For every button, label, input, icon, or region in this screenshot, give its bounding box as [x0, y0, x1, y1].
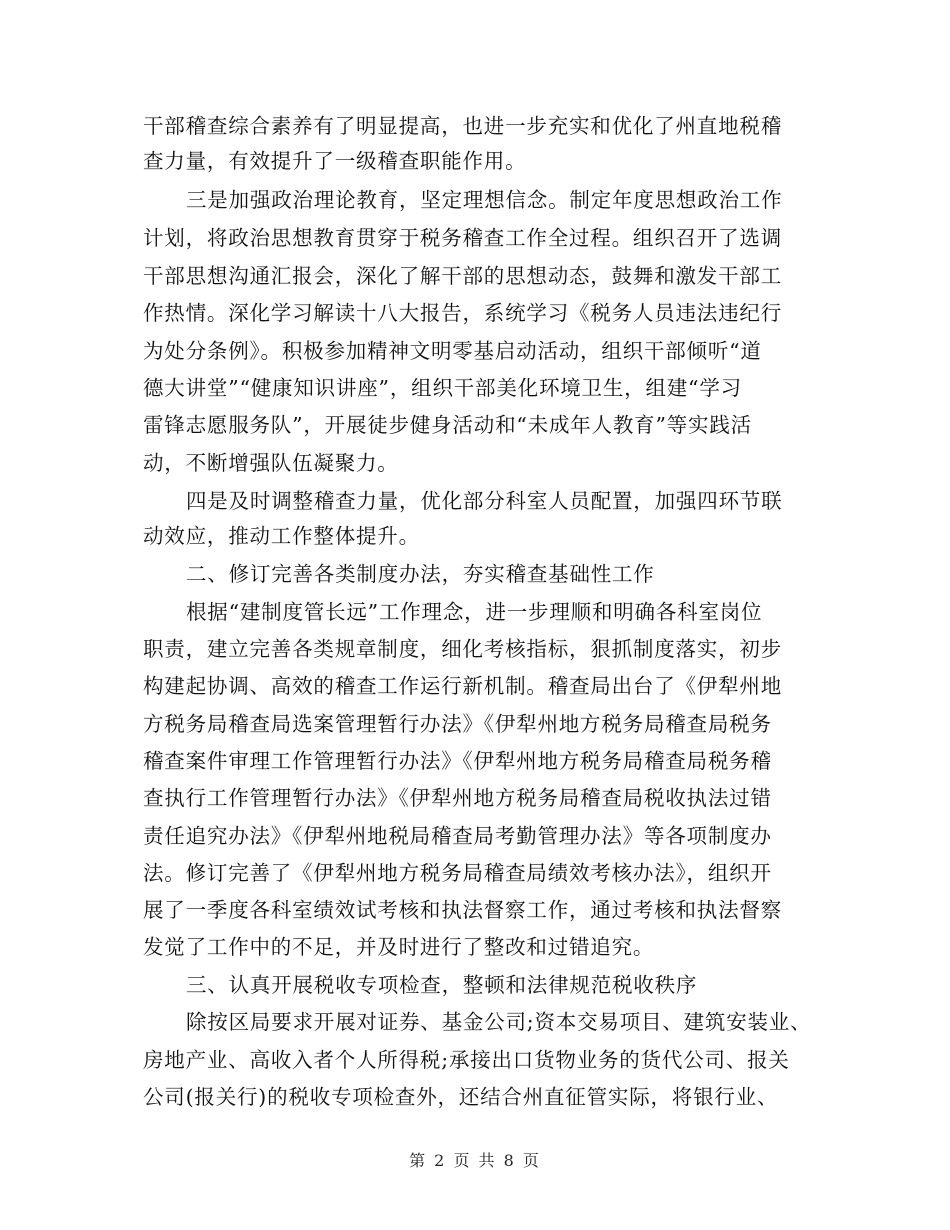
body-line: 干部思想沟通汇报会，深化了解干部的思想动态，鼓舞和激发干部工 [143, 264, 782, 288]
body-line: 计划，将政治思想教育贯穿于税务稽查工作全过程。组织召开了选调 [143, 226, 782, 250]
body-line: 查执行工作管理暂行办法》《伊犁州地方税务局稽查局税收执法过错 [143, 786, 772, 810]
body-line: 除按区局要求开展对证券、基金公司;资本交易项目、建筑安装业、 [186, 1010, 812, 1034]
section-heading: 三、认真开展税收专项检查，整顿和法律规范税收秩序 [186, 973, 698, 997]
body-line: 作热情。深化学习解读十八大报告，系统学习《税务人员违法违纪行 [143, 301, 782, 325]
body-line: 发觉了工作中的不足，并及时进行了整改和过错追究。 [143, 935, 655, 959]
body-line: 根据“建制度管长远”工作理念，进一步理顺和明确各科室岗位 [186, 600, 763, 624]
body-line: 责任追究办法》《伊犁州地税局稽查局考勤管理办法》等各项制度办 [143, 824, 772, 848]
section-heading: 二、修订完善各类制度办法，夯实稽查基础性工作 [186, 562, 655, 586]
body-line: 动，不断增强队伍凝聚力。 [143, 451, 399, 475]
body-line: 房地产业、高收入者个人所得税;承接出口货物业务的货代公司、报关 [143, 1048, 790, 1072]
body-line: 动效应，推动工作整体提升。 [143, 524, 420, 548]
body-line: 查力量，有效提升了一级稽查职能作用。 [143, 149, 527, 173]
body-line: 公司(报关行)的税收专项检查外，还结合州直征管实际，将银行业、 [143, 1085, 779, 1109]
body-line: 职责，建立完善各类规章制度，细化考核指标，狠抓制度落实，初步 [143, 637, 782, 661]
body-line: 干部稽查综合素养有了明显提高，也进一步充实和优化了州直地税稽 [143, 114, 782, 138]
body-line: 雷锋志愿服务队”，开展徒步健身活动和“未成年人教育”等实践活 [143, 413, 752, 437]
body-line: 德大讲堂”“健康知识讲座”，组织干部美化环境卫生，组建“学习 [143, 376, 742, 400]
body-line: 法。修订完善了《伊犁州地方税务局稽查局绩效考核办法》，组织开 [143, 861, 772, 885]
body-line: 构建起协调、高效的稽查工作运行新机制。稽查局出台了《伊犁州地 [143, 674, 782, 698]
body-line: 三是加强政治理论教育，坚定理想信念。制定年度思想政治工作 [186, 188, 783, 212]
body-line: 展了一季度各科室绩效试考核和执法督察工作，通过考核和执法督察 [143, 898, 782, 922]
page-footer: 第 2 页 共 8 页 [409, 1151, 541, 1170]
body-line: 方税务局稽查局选案管理暂行办法》《伊犁州地方税务局稽查局税务 [143, 712, 772, 736]
body-line: 四是及时调整稽查力量，优化部分科室人员配置，加强四环节联 [186, 489, 783, 513]
body-line: 稽查案件审理工作管理暂行办法》《伊犁州地方税务局稽查局税务稽 [143, 749, 772, 773]
body-line: 为处分条例》。积极参加精神文明零基启动活动，组织干部倾听“道 [143, 339, 762, 363]
